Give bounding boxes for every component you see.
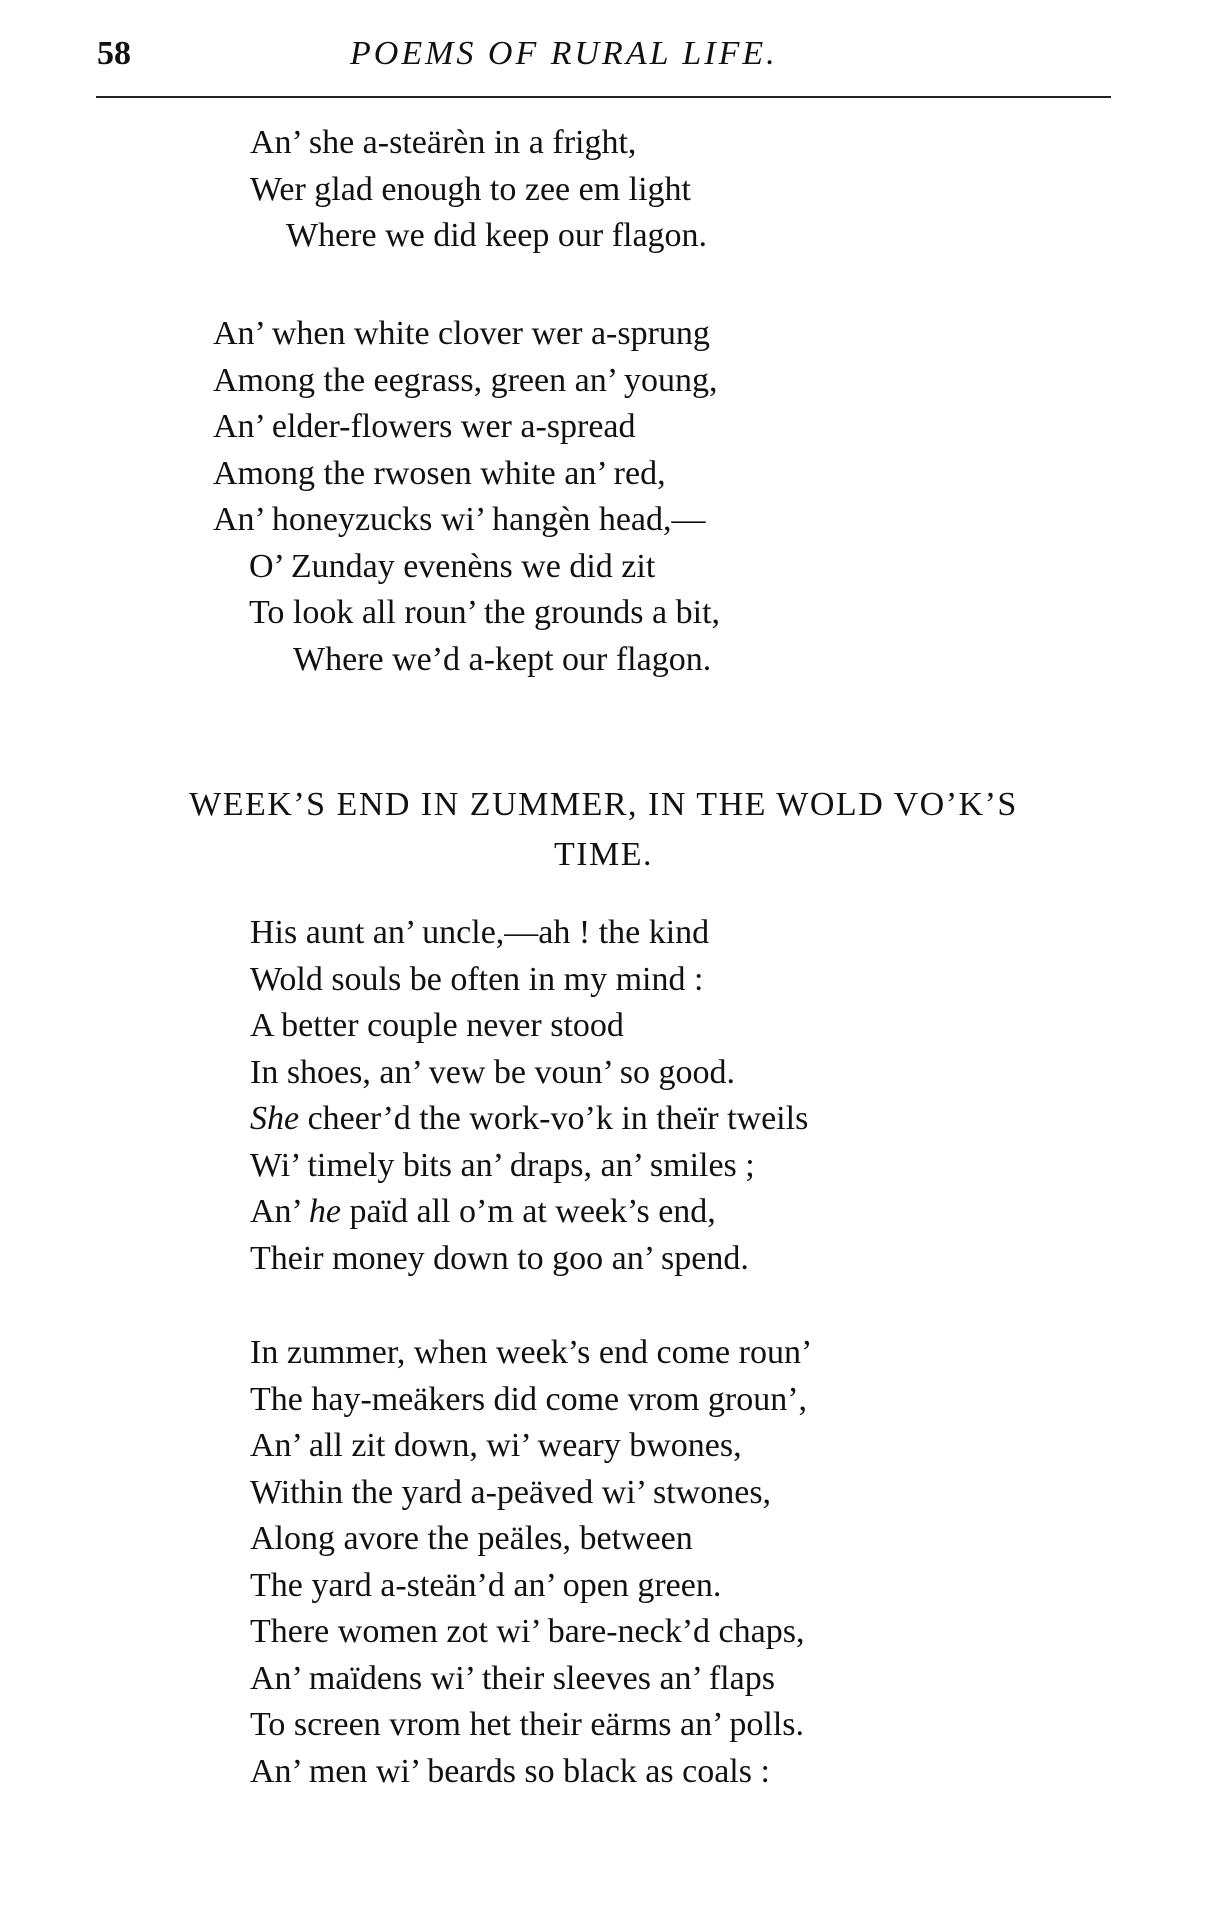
verse-line: In shoes, an’ vew be voun’ so good.: [250, 1053, 736, 1091]
verse-line-text: païd all o’m at week’s end,: [340, 1193, 716, 1230]
verse-line: Wold souls be often in my mind :: [250, 960, 704, 998]
running-title: POEMS OF RURAL LIFE.: [350, 35, 778, 72]
page-number: 58: [97, 35, 131, 72]
verse-line: [250, 1189, 808, 1236]
verse-line: To screen vrom het their eärms an’ polls.: [250, 1706, 805, 1743]
verse-line: An’ she a-steärèn in a fright,: [250, 124, 637, 161]
verse-line: An’ maïdens wi’ their sleeves an’ flaps: [250, 1659, 775, 1697]
verse-line: There women zot wi’ bare-neck’d chaps,: [250, 1613, 805, 1650]
verse-line: Wer glad enough to zee em light: [250, 170, 692, 208]
stanza-flagon-end-2: [213, 311, 720, 683]
verse-line: Wi’ timely bits an’ draps, an’ smiles ;: [250, 1146, 755, 1184]
poem-title-line-2: TIME.: [553, 836, 654, 873]
verse-line: Where we did keep our flagon.: [286, 217, 708, 254]
verse-line: An’ men wi’ beards so black as coals :: [250, 1752, 770, 1790]
verse-line: Within the yard a-peäved wi’ stwones,: [250, 1473, 772, 1511]
verse-line: An’ when white clover wer a-sprung: [213, 315, 710, 352]
verse-line: Among the eegrass, green an’ young,: [213, 361, 718, 399]
verse-line: Where we’d a-kept our flagon.: [293, 640, 712, 678]
verse-line: To look all roun’ the grounds a bit,: [249, 594, 721, 631]
italic-word: he: [308, 1193, 341, 1230]
page-header: [0, 0, 1207, 110]
verse-line: Their money down to goo an’ spend.: [250, 1239, 749, 1277]
verse-line: [250, 1096, 808, 1143]
poem-title: [96, 780, 1111, 880]
stanza-weeks-end-2: [250, 1330, 812, 1795]
verse-line: A better couple never stood: [250, 1007, 624, 1044]
verse-line: An’ all zit down, wi’ weary bwones,: [250, 1427, 742, 1464]
verse-line-text: cheer’d the work-vo’k in theïr tweils: [299, 1100, 809, 1137]
verse-line: An’ elder-flowers wer a-spread: [213, 408, 636, 445]
verse-line: Among the rwosen white an’ red,: [213, 454, 666, 492]
verse-line: In zummer, when week’s end come roun’: [250, 1334, 813, 1371]
verse-line: The yard a-steän’d an’ open green.: [250, 1566, 722, 1604]
poem-title-line-1: WEEK’S END IN ZUMMER, IN THE WOLD VO’K’S: [189, 786, 1018, 823]
stanza-weeks-end-1: [250, 910, 808, 1282]
italic-word: She: [250, 1100, 300, 1137]
verse-line: Along avore the peäles, between: [250, 1520, 693, 1557]
verse-line: O’ Zunday evenèns we did zit: [249, 547, 656, 585]
stanza-flagon-end-1: [250, 120, 707, 260]
verse-line: An’ honeyzucks wi’ hangèn head,—: [213, 501, 706, 538]
verse-line: The hay-meäkers did come vrom groun’,: [250, 1380, 808, 1418]
verse-line: His aunt an’ uncle,—ah ! the kind: [250, 914, 710, 951]
header-rule: [96, 96, 1111, 98]
verse-line-text: An’: [250, 1193, 309, 1230]
